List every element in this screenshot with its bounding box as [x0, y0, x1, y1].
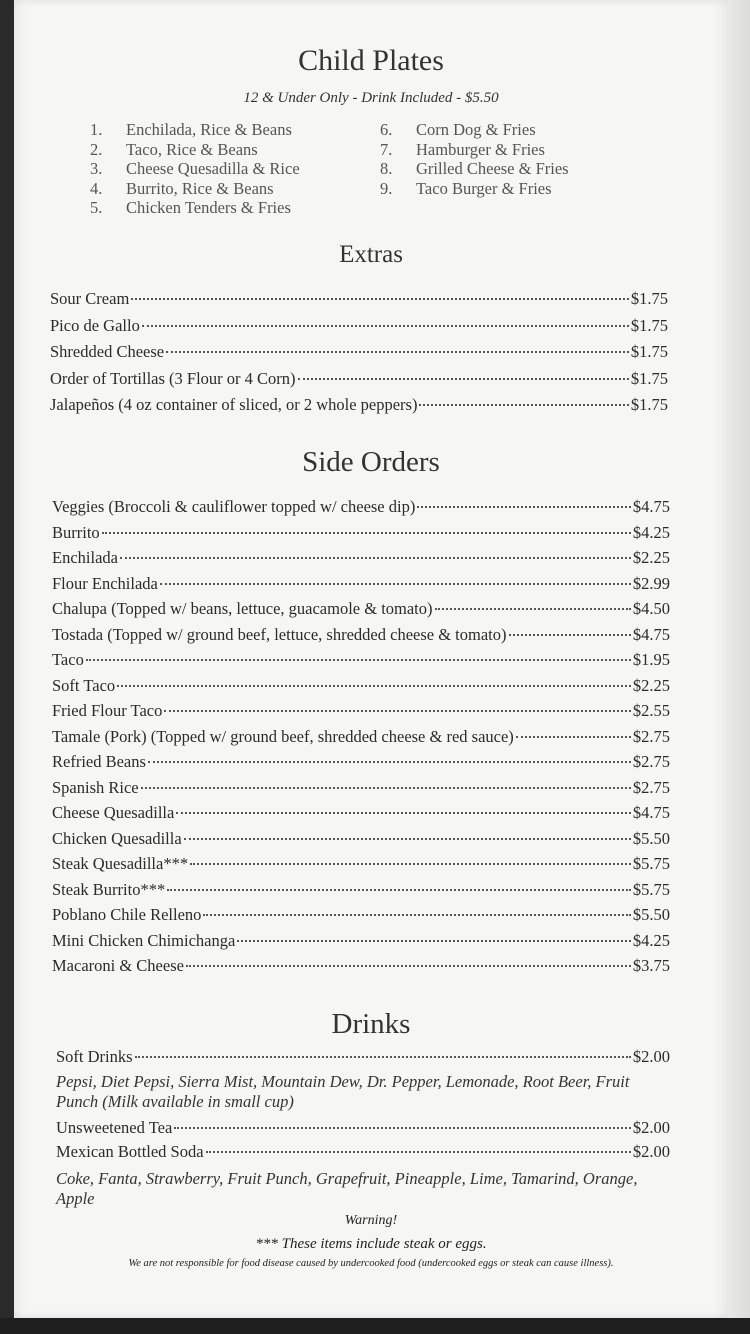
menu-item: Pico de Gallo $1.75 — [50, 315, 668, 335]
menu-item: Refried Beans $2.75 — [52, 752, 670, 771]
menu-item: Macaroni & Cheese $3.75 — [52, 956, 670, 975]
menu-item: Taco $1.95 — [52, 650, 670, 669]
extras-list — [50, 289, 668, 422]
menu-item: Sour Cream $1.75 — [50, 289, 668, 308]
menu-item: Chalupa (Topped w/ beans, lettuce, guacamole & tomato) $4.50 — [52, 599, 670, 618]
extras-title: Extras — [339, 241, 403, 268]
side-orders-title: Side Orders — [302, 446, 440, 478]
child-plates-right-column — [380, 120, 569, 198]
menu-item: Mini Chicken Chimichanga $4.25 — [52, 930, 670, 950]
menu-item: Cheese Quesadilla $4.75 — [52, 803, 670, 822]
child-plates-left-column — [90, 120, 300, 218]
menu-item: Steak Burrito*** $5.75 — [52, 879, 670, 899]
menu-item: Enchilada $2.25 — [52, 548, 670, 567]
menu-item: Shredded Cheese $1.75 — [50, 342, 668, 361]
menu-item: Burrito $4.25 — [52, 522, 670, 542]
warning-line-2: We are not responsible for food disease caused by undercooked food (undercooked eggs or steak can cause illness). — [128, 1258, 614, 1269]
list-item: 8. Grilled Cheese & Fries — [380, 159, 569, 179]
menu-item: Poblano Chile Relleno $5.50 — [52, 905, 670, 924]
drinks-list — [56, 1047, 670, 1209]
list-item: 7. Hamburger & Fries — [380, 139, 545, 159]
menu-item: Spanish Rice $2.75 — [52, 777, 670, 797]
warning-line-1: *** These items include steak or eggs. — [255, 1236, 487, 1252]
warning-title: Warning! — [344, 1213, 398, 1228]
child-plates-title: Child Plates — [298, 44, 444, 77]
menu-item: Soft Taco $2.25 — [52, 675, 670, 695]
bottled-soda-note: Coke, Fanta, Strawberry, Fruit Punch, Grapefruit, Pineapple, Lime, Tamarind, Orange, Apple — [56, 1169, 638, 1208]
menu-item: Flour Enchilada $2.99 — [52, 573, 670, 593]
list-item: 2. Taco, Rice & Beans — [90, 139, 258, 159]
list-item: 1. Enchilada, Rice & Beans — [90, 120, 292, 139]
list-item: 4. Burrito, Rice & Beans — [90, 178, 274, 198]
bottom-shadow — [0, 1318, 750, 1334]
menu-item: Unsweetened Tea $2.00 — [56, 1118, 670, 1137]
list-item: 9. Taco Burger & Fries — [380, 178, 552, 198]
drinks-title: Drinks — [331, 1008, 411, 1040]
menu-item: Order of Tortillas (3 Flour or 4 Corn) $1.75 — [50, 368, 668, 388]
menu-item: Chicken Quesadilla $5.50 — [52, 828, 670, 848]
menu-item: Soft Drinks $2.00 — [56, 1047, 670, 1066]
menu-item: Veggies (Broccoli & cauliflower topped w/ cheese dip) $4.75 — [52, 497, 670, 516]
menu-page — [14, 0, 728, 1318]
list-item: 5. Chicken Tenders & Fries — [90, 198, 291, 218]
menu-item: Steak Quesadilla*** $5.75 — [52, 854, 670, 873]
list-item: 6. Corn Dog & Fries — [380, 120, 536, 139]
side-orders-list — [52, 497, 670, 982]
menu-item: Tostada (Topped w/ ground beef, lettuce, shredded cheese & tomato) $4.75 — [52, 624, 670, 644]
menu-item: Fried Flour Taco $2.55 — [52, 701, 670, 720]
page-edge — [728, 0, 750, 1334]
soft-drinks-note: Pepsi, Diet Pepsi, Sierra Mist, Mountain Dew, Dr. Pepper, Lemonade, Root Beer, Fruit Punch (Milk available in small cup) — [56, 1072, 630, 1111]
list-item: 3. Cheese Quesadilla & Rice — [90, 159, 300, 179]
menu-item: Tamale (Pork) (Topped w/ ground beef, shredded cheese & red sauce) $2.75 — [52, 726, 670, 746]
menu-item: Jalapeños (4 oz container of sliced, or 2 whole peppers) $1.75 — [50, 395, 668, 414]
child-plates-subtitle: 12 & Under Only - Drink Included - $5.50 — [243, 90, 499, 106]
menu-item: Mexican Bottled Soda $2.00 — [56, 1142, 670, 1161]
